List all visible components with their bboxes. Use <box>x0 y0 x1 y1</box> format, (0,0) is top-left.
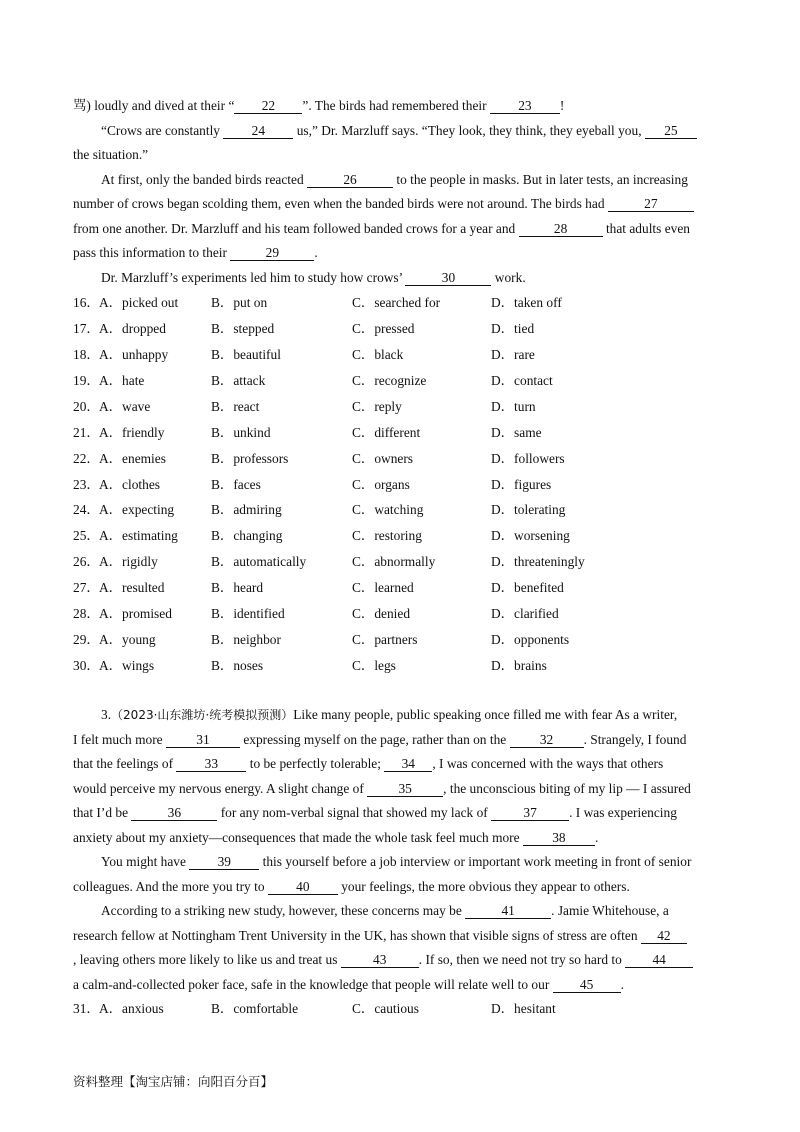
page-footer: 资料整理【淘宝店铺：向阳百分百】 <box>73 1074 274 1089</box>
option-row <box>73 605 733 623</box>
option-a: A．friendly <box>99 425 165 440</box>
option-row <box>73 527 733 545</box>
option-c: C．denied <box>352 606 411 621</box>
question-number: 21． <box>73 425 100 440</box>
option-d: D．hesitant <box>491 1001 556 1016</box>
question-number: 24． <box>73 502 100 517</box>
passage-line <box>73 829 733 847</box>
option-a: A．rigidly <box>99 554 158 569</box>
passage-line <box>101 269 761 287</box>
option-c: C．partners <box>352 632 418 647</box>
passage-line: the situation.” <box>73 147 149 162</box>
option-c: C．searched for <box>352 295 441 310</box>
blank-41: 41 <box>465 903 551 919</box>
blank-24: 24 <box>223 123 293 139</box>
text: to the people in masks. But in later tests, an increasing <box>393 172 688 187</box>
option-d: D．worsening <box>491 528 570 543</box>
text: your feelings, the more obvious they appear to others. <box>337 879 630 894</box>
option-b: B．noses <box>211 658 264 673</box>
text: would perceive my nervous energy. A slight change of <box>73 781 368 796</box>
question-number: 23． <box>73 477 100 492</box>
passage-line <box>73 927 733 945</box>
text: , the unconscious biting of my lip — I assured <box>443 781 691 796</box>
text: that adults even <box>602 221 690 236</box>
option-b: B．admiring <box>211 502 282 517</box>
question-number: 17． <box>73 321 100 336</box>
option-d: D．turn <box>491 399 536 414</box>
option-a: A．expecting <box>99 502 175 517</box>
passage-line <box>101 902 761 920</box>
option-c: C．legs <box>352 658 396 673</box>
text: According to a striking new study, however, these concerns may be <box>101 903 466 918</box>
text: that I’d be <box>73 805 132 820</box>
passage-line <box>73 878 733 896</box>
passage-line <box>73 780 733 798</box>
text: research fellow at Nottingham Trent University in the UK, has shown that visible signs of stress are often <box>73 928 641 943</box>
option-b: B．stepped <box>211 321 275 336</box>
option-b: B．react <box>211 399 260 414</box>
option-d: D．same <box>491 425 542 440</box>
option-a: A．hate <box>99 373 145 388</box>
passage-line <box>73 731 733 749</box>
option-d: D．taken off <box>491 295 562 310</box>
option-b: B．changing <box>211 528 283 543</box>
text: 骂) loudly and dived at their “ <box>73 98 235 113</box>
option-row <box>73 1000 733 1018</box>
option-a: A．estimating <box>99 528 178 543</box>
text: to be perfectly tolerable; <box>246 756 385 771</box>
blank-30: 30 <box>405 270 491 286</box>
option-row <box>73 398 733 416</box>
question-number: 18． <box>73 347 100 362</box>
blank-35: 35 <box>367 781 443 797</box>
option-row <box>73 450 733 468</box>
blank-44: 44 <box>625 952 693 968</box>
text: . Strangely, I found <box>583 732 687 747</box>
passage-line <box>101 171 761 189</box>
passage-line <box>73 804 733 822</box>
option-row <box>73 320 733 338</box>
option-b: B．put on <box>211 295 268 310</box>
text: colleagues. And the more you try to <box>73 879 268 894</box>
option-row <box>73 346 733 364</box>
blank-33: 33 <box>176 756 246 772</box>
question-number: 20． <box>73 399 100 414</box>
option-c: C．abnormally <box>352 554 436 569</box>
blank-42: 42 <box>641 928 687 944</box>
option-c: C．cautious <box>352 1001 419 1016</box>
blank-36: 36 <box>131 805 217 821</box>
blank-43: 43 <box>341 952 419 968</box>
text: , I was concerned with the ways that others <box>432 756 664 771</box>
question-number: 22． <box>73 451 100 466</box>
option-a: A．dropped <box>99 321 166 336</box>
option-c: C．organs <box>352 477 410 492</box>
option-a: A．resulted <box>99 580 165 595</box>
option-d: D．brains <box>491 658 547 673</box>
question-heading <box>101 706 761 724</box>
text: work. <box>491 270 526 285</box>
text: “Crows are constantly <box>101 123 224 138</box>
blank-34: 34 <box>384 756 432 772</box>
option-c: C．watching <box>352 502 424 517</box>
option-a: A．anxious <box>99 1001 164 1016</box>
text: . <box>620 977 624 992</box>
option-row <box>73 294 733 312</box>
text: this yourself before a job interview or important work meeting in front of senior <box>259 854 692 869</box>
passage-line <box>73 220 733 238</box>
text: ! <box>559 98 565 113</box>
option-row <box>73 579 733 597</box>
option-c: C．restoring <box>352 528 422 543</box>
option-c: C．pressed <box>352 321 415 336</box>
text: Like many people, public speaking once filled me with fear As a writer, <box>293 707 678 722</box>
question-number: 3. <box>101 707 112 722</box>
text: ”. The birds had remembered their <box>302 98 490 113</box>
text: . Jamie Whitehouse, a <box>551 903 669 918</box>
passage-line <box>73 244 733 262</box>
option-row <box>73 657 733 675</box>
text: for any nom-verbal signal that showed my lack of <box>217 805 492 820</box>
option-row <box>73 476 733 494</box>
option-b: B．automatically <box>211 554 307 569</box>
option-d: D．clarified <box>491 606 559 621</box>
text: Dr. Marzluff’s experiments led him to study how crows’ <box>101 270 406 285</box>
option-c: C．learned <box>352 580 414 595</box>
text: , leaving others more likely to like us and treat us <box>73 952 341 967</box>
passage-line <box>73 97 733 115</box>
question-number: 28． <box>73 606 100 621</box>
question-number: 29． <box>73 632 100 647</box>
option-b: B．unkind <box>211 425 271 440</box>
option-c: C．recognize <box>352 373 427 388</box>
option-a: A．clothes <box>99 477 160 492</box>
option-row <box>73 424 733 442</box>
option-a: A．enemies <box>99 451 166 466</box>
blank-23: 23 <box>490 98 560 114</box>
text: . <box>594 830 599 845</box>
option-d: D．followers <box>491 451 565 466</box>
text: . If so, then we need not try so hard to <box>418 952 626 967</box>
text: . <box>314 245 318 260</box>
passage-line <box>101 122 761 140</box>
option-b: B．attack <box>211 373 266 388</box>
question-number: 26． <box>73 554 100 569</box>
option-row <box>73 553 733 571</box>
option-b: B．heard <box>211 580 264 595</box>
option-a: A．young <box>99 632 156 647</box>
option-d: D．tolerating <box>491 502 566 517</box>
option-d: D．tied <box>491 321 535 336</box>
text: expressing myself on the page, rather than on the <box>239 732 510 747</box>
option-a: A．wings <box>99 658 155 673</box>
option-d: D．contact <box>491 373 553 388</box>
passage-line <box>73 976 733 994</box>
blank-45: 45 <box>553 977 621 993</box>
option-d: D．threateningly <box>491 554 585 569</box>
text: number of crows began scolding them, even when the banded birds were not around. The birds had <box>73 196 608 211</box>
passage-line <box>73 755 733 773</box>
option-c: C．reply <box>352 399 402 414</box>
blank-38: 38 <box>523 830 595 846</box>
text: pass this information to their <box>73 245 231 260</box>
blank-29: 29 <box>230 245 314 261</box>
question-number: 25． <box>73 528 100 543</box>
option-b: B．faces <box>211 477 261 492</box>
text: us,” Dr. Marzluff says. “They look, they think, they eyeball you, <box>293 123 645 138</box>
blank-31: 31 <box>166 732 240 748</box>
passage-line <box>73 195 733 213</box>
option-a: A．picked out <box>99 295 179 310</box>
question-source: （2023·山东潍坊·统考模拟预测） <box>111 708 294 722</box>
option-c: C．different <box>352 425 421 440</box>
passage-line <box>101 853 761 871</box>
option-d: D．opponents <box>491 632 570 647</box>
text: . I was experiencing <box>569 805 677 820</box>
blank-39: 39 <box>189 854 259 870</box>
text: At first, only the banded birds reacted <box>101 172 308 187</box>
text: anxiety about my anxiety—consequences that made the whole task feel much more <box>73 830 523 845</box>
option-b: B．comfortable <box>211 1001 299 1016</box>
option-c: C．owners <box>352 451 413 466</box>
option-row <box>73 501 733 519</box>
blank-37: 37 <box>491 805 569 821</box>
option-row <box>73 631 733 649</box>
question-number: 27． <box>73 580 100 595</box>
text: a calm-and-collected poker face, safe in the knowledge that people will relate well to our <box>73 977 553 992</box>
option-b: B．beautiful <box>211 347 281 362</box>
passage-line <box>73 951 733 969</box>
option-b: B．professors <box>211 451 289 466</box>
text: from one another. Dr. Marzluff and his team followed banded crows for a year and <box>73 221 519 236</box>
option-b: B．neighbor <box>211 632 281 647</box>
question-number: 31． <box>73 1001 100 1016</box>
blank-28: 28 <box>519 221 603 237</box>
blank-27: 27 <box>608 196 694 212</box>
option-a: A．promised <box>99 606 172 621</box>
option-d: D．rare <box>491 347 535 362</box>
option-a: A．wave <box>99 399 151 414</box>
option-a: A．unhappy <box>99 347 169 362</box>
option-d: D．figures <box>491 477 552 492</box>
blank-25: 25 <box>645 123 697 139</box>
text: I felt much more <box>73 732 166 747</box>
question-number: 16． <box>73 295 100 310</box>
blank-26: 26 <box>307 172 393 188</box>
option-row <box>73 372 733 390</box>
option-d: D．benefited <box>491 580 564 595</box>
blank-40: 40 <box>268 879 338 895</box>
text: that the feelings of <box>73 756 177 771</box>
blank-32: 32 <box>510 732 584 748</box>
option-c: C．black <box>352 347 404 362</box>
blank-22: 22 <box>234 98 302 114</box>
text: You might have <box>101 854 190 869</box>
option-b: B．identified <box>211 606 285 621</box>
question-number: 30． <box>73 658 100 673</box>
question-number: 19． <box>73 373 100 388</box>
